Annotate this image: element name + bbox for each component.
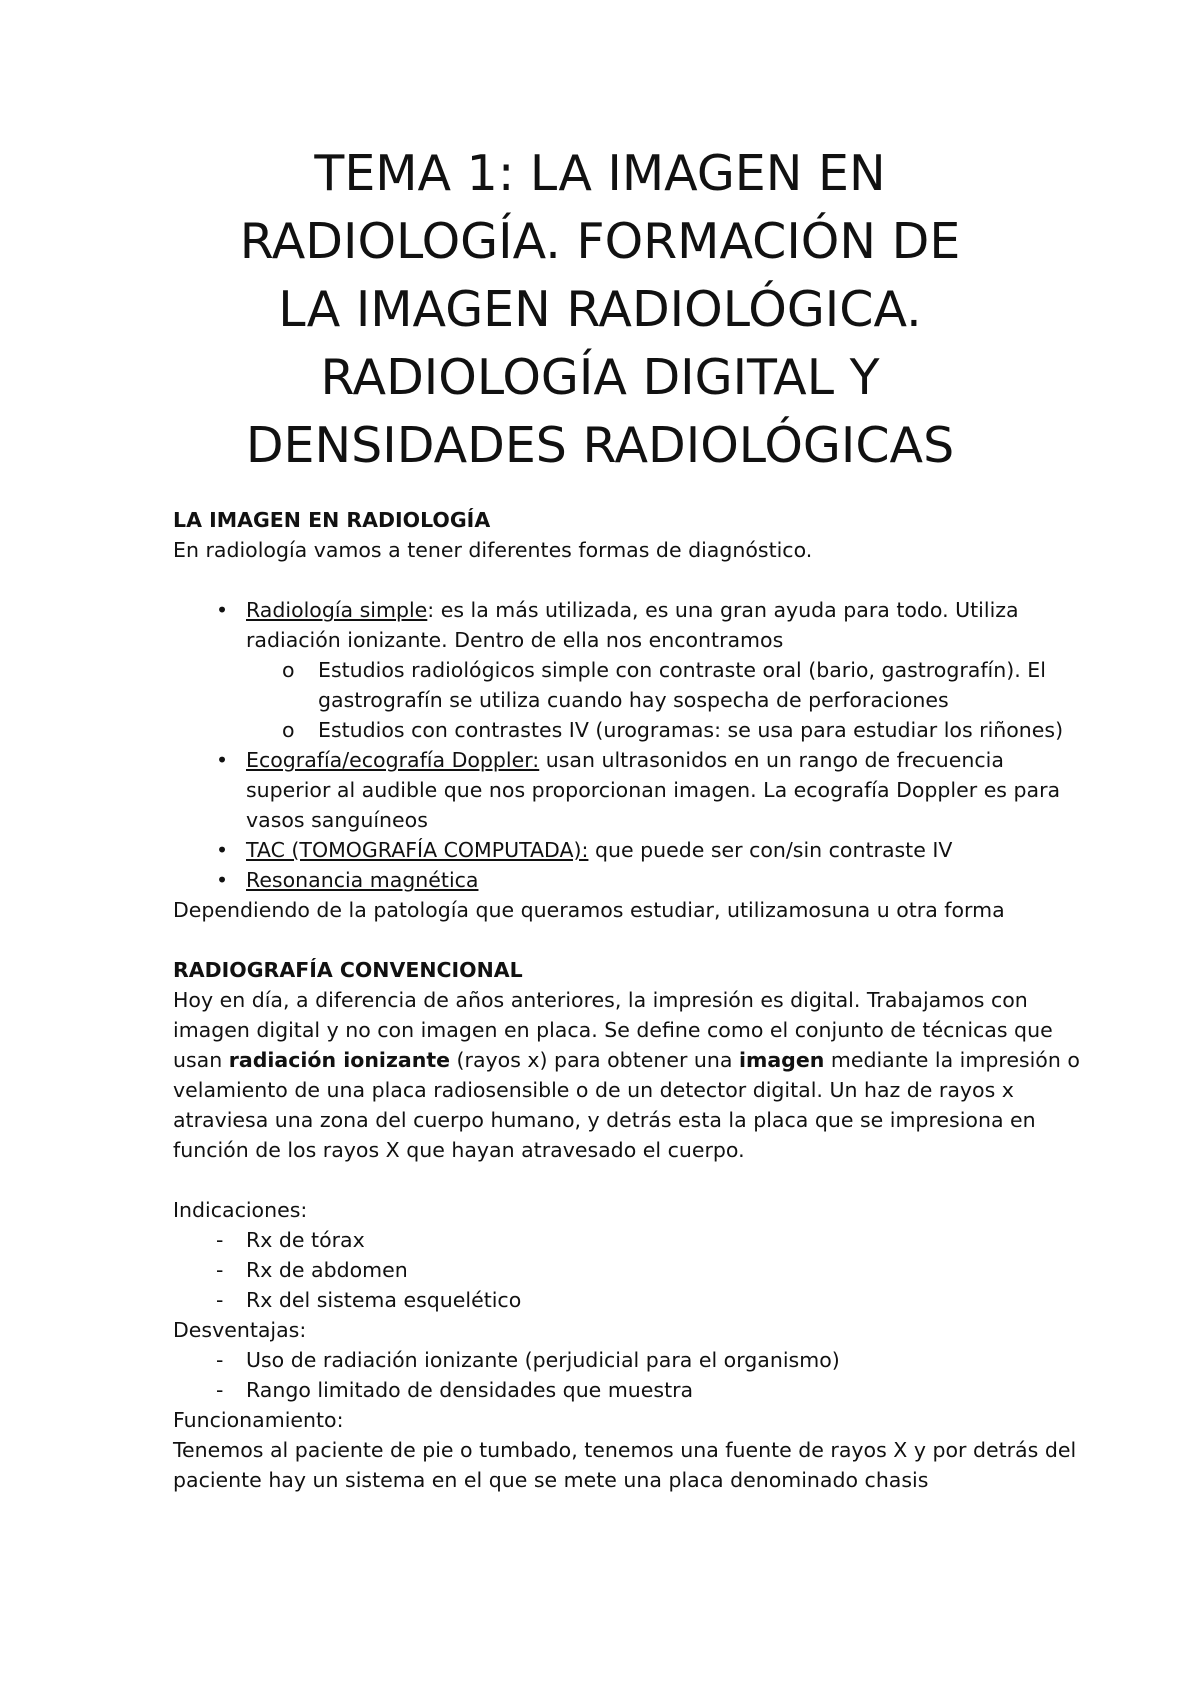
- paragraph-line: velamiento de una placa radiosensible o de un detector digital. Un haz de rayos x: [173, 1078, 1014, 1102]
- list-item-resonancia: [173, 865, 1073, 895]
- item-text-continuation: vasos sanguíneos: [246, 808, 428, 832]
- sub-bullet-marker: o: [282, 718, 295, 742]
- dash-list-item: [173, 1285, 1073, 1315]
- dash-list-item: [173, 1225, 1073, 1255]
- bullet-marker: •: [216, 868, 229, 892]
- title-line: LA IMAGEN RADIOLÓGICA.: [278, 281, 922, 338]
- dash-item-text: Rango limitado de densidades que muestra: [246, 1378, 694, 1402]
- sub-item-text: Estudios radiológicos simple con contraste oral (bario, gastrografín). El: [318, 658, 1046, 682]
- dash-marker: -: [216, 1288, 224, 1312]
- section-heading-imagen: LA IMAGEN EN RADIOLOGÍA: [173, 508, 491, 532]
- document-body: [173, 505, 1080, 1495]
- paragraph-line: [173, 1045, 1080, 1075]
- item-text: usan ultrasonidos en un rango de frecuencia: [539, 748, 1004, 772]
- text-run: usan: [173, 1048, 229, 1072]
- dash-item-text: Rx de abdomen: [246, 1258, 408, 1282]
- dash-marker: -: [216, 1348, 224, 1372]
- indicaciones-label: Indicaciones:: [173, 1198, 308, 1222]
- item-label: Resonancia magnética: [246, 868, 479, 892]
- item-label: Radiología simple: [246, 598, 428, 622]
- title-line: TEMA 1: LA IMAGEN EN: [314, 145, 886, 202]
- paragraph-line: paciente hay un sistema en el que se mete una placa denominado chasis: [173, 1468, 929, 1492]
- spacer: [173, 1165, 1073, 1195]
- paragraph-line: Hoy en día, a diferencia de años anteriores, la impresión es digital. Trabajamos con: [173, 988, 1028, 1012]
- bullet-marker: •: [216, 748, 229, 772]
- paragraph-line: Tenemos al paciente de pie o tumbado, tenemos una fuente de rayos X y por detrás del: [173, 1438, 1077, 1462]
- text-run: mediante la impresión o: [824, 1048, 1080, 1072]
- funcionamiento-label: Funcionamiento:: [173, 1408, 344, 1432]
- sub-list-item: [173, 655, 1073, 685]
- paragraph-line: imagen digital y no con imagen en placa. Se define como el conjunto de técnicas que: [173, 1018, 1053, 1042]
- dash-marker: -: [216, 1258, 224, 1282]
- paragraph-line: atraviesa una zona del cuerpo humano, y detrás esta la placa que se impresiona en: [173, 1108, 1036, 1132]
- dash-marker: -: [216, 1378, 224, 1402]
- list-item-radiologia-simple: [173, 595, 1073, 625]
- item-text: : es la más utilizada, es una gran ayuda para todo. Utiliza: [427, 598, 1019, 622]
- item-text-continuation: radiación ionizante. Dentro de ella nos encontramos: [246, 628, 784, 652]
- dash-list-item: [173, 1255, 1073, 1285]
- section1-intro: En radiología vamos a tener diferentes formas de diagnóstico.: [173, 538, 813, 562]
- dash-list-item: [173, 1375, 1073, 1405]
- bold-term: radiación ionizante: [228, 1048, 451, 1072]
- item-label: Ecografía/ecografía Doppler:: [246, 748, 540, 772]
- sub-item-continuation: gastrografín se utiliza cuando hay sospecha de perforaciones: [318, 688, 949, 712]
- spacer: [173, 565, 1073, 595]
- item-text-continuation: superior al audible que nos proporcionan imagen. La ecografía Doppler es para: [246, 778, 1061, 802]
- item-text: que puede ser con/sin contraste IV: [588, 838, 953, 862]
- list-item-ecografia: [173, 745, 1073, 775]
- dash-marker: -: [216, 1228, 224, 1252]
- item-label: TAC (TOMOGRAFÍA COMPUTADA):: [246, 838, 589, 862]
- document-title: [150, 140, 1050, 480]
- text-run: (rayos x) para obtener una: [450, 1048, 739, 1072]
- sub-list-item: [173, 715, 1073, 745]
- section1-closing: Dependiendo de la patología que queramos estudiar, utilizamosuna u otra forma: [173, 898, 1005, 922]
- title-line: RADIOLOGÍA. FORMACIÓN DE: [239, 213, 961, 270]
- sub-bullet-marker: o: [282, 658, 295, 682]
- bullet-marker: •: [216, 598, 229, 622]
- desventajas-label: Desventajas:: [173, 1318, 307, 1342]
- spacer: [173, 925, 1073, 955]
- sub-item-text: Estudios con contrastes IV (urogramas: se usa para estudiar los riñones): [318, 718, 1064, 742]
- title-line: RADIOLOGÍA DIGITAL Y: [320, 349, 880, 406]
- section-heading-radiografia: RADIOGRAFÍA CONVENCIONAL: [173, 958, 523, 982]
- paragraph-line: función de los rayos X que hayan atravesado el cuerpo.: [173, 1138, 745, 1162]
- title-line: DENSIDADES RADIOLÓGICAS: [245, 417, 955, 474]
- dash-item-text: Rx de tórax: [246, 1228, 365, 1252]
- dash-item-text: Rx del sistema esquelético: [246, 1288, 522, 1312]
- dash-item-text: Uso de radiación ionizante (perjudicial para el organismo): [246, 1348, 840, 1372]
- dash-list-item: [173, 1345, 1073, 1375]
- bullet-marker: •: [216, 838, 229, 862]
- bold-term: imagen: [738, 1048, 825, 1072]
- list-item-tac: [173, 835, 1073, 865]
